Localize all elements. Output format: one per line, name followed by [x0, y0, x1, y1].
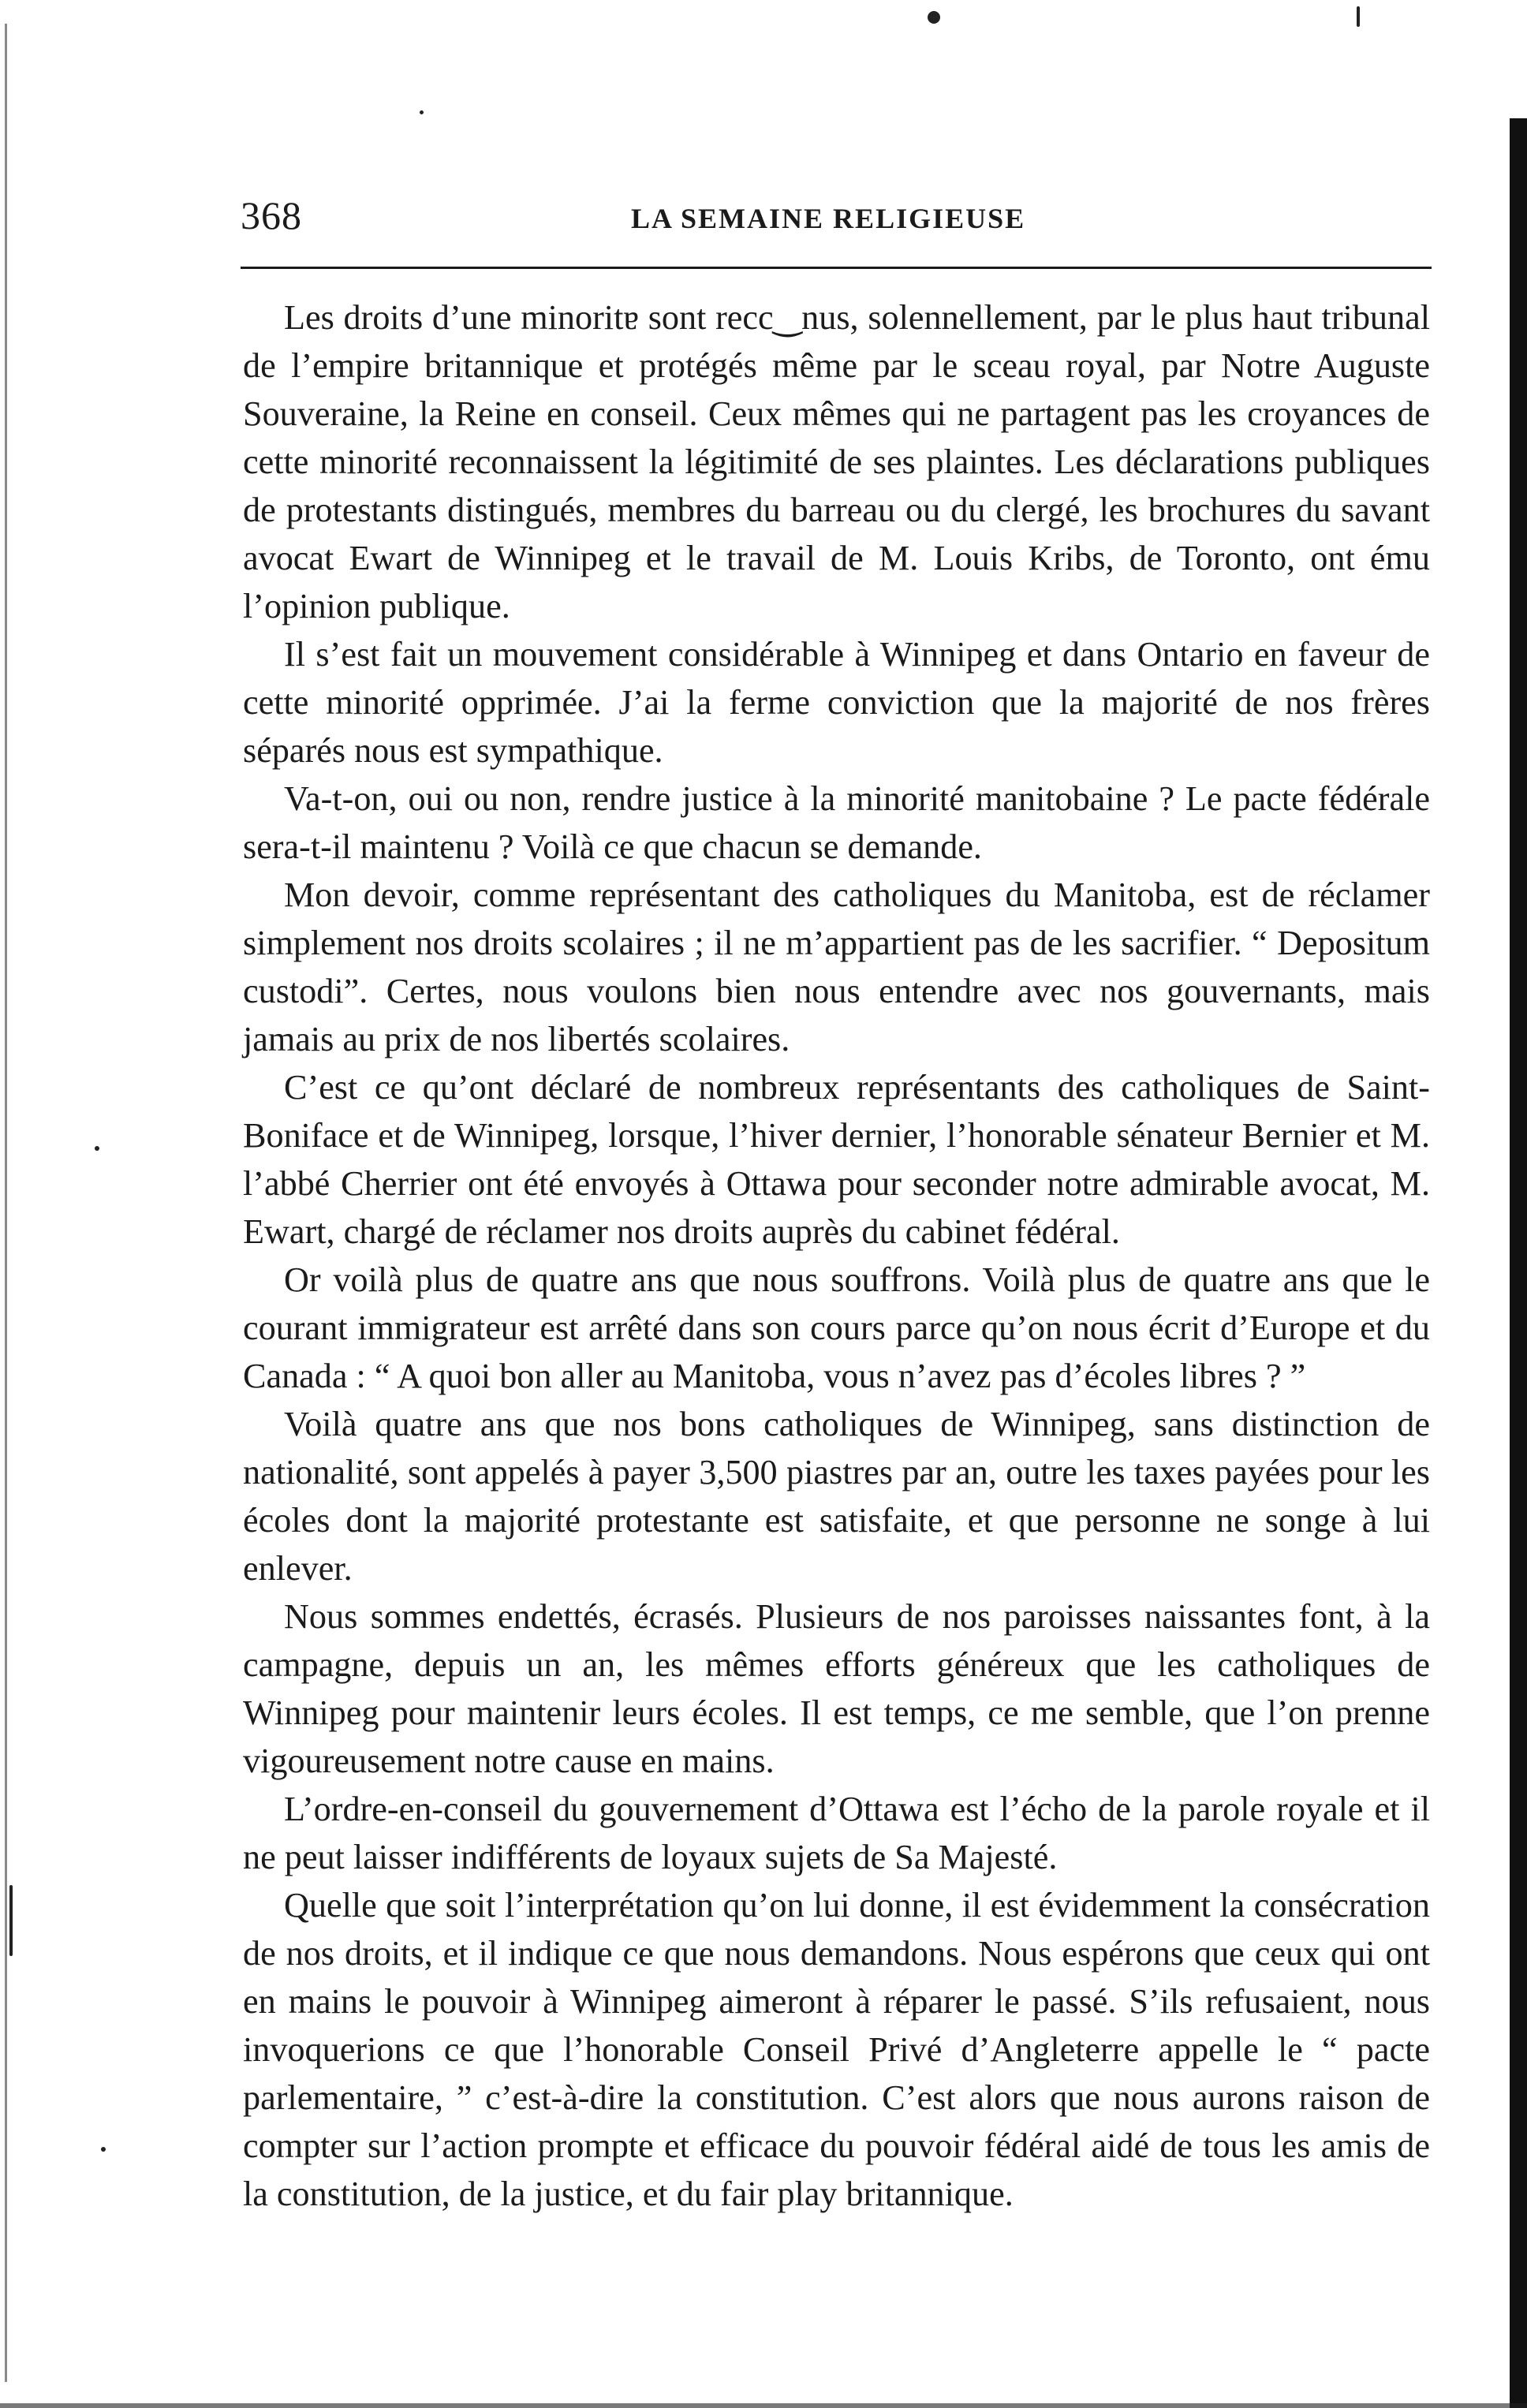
left-page-edge: [5, 24, 7, 2382]
page-header: [241, 189, 1432, 245]
running-title: LA SEMAINE RELIGIEUSE: [631, 203, 1026, 234]
scan-speck: [1357, 6, 1360, 27]
scan-speck: [101, 2147, 106, 2152]
paragraph: Voilà quatre ans que nos bons catholiques de Winnipeg, sans distinction de nationalité, sont appelés à payer 3,500 piastres par an, outre les taxes payées pour les écoles dont la majorité protestante est satisfaite, et que personne ne songe à lui enlever.: [243, 1405, 1430, 1588]
paragraph: C’est ce qu’ont déclaré de nombreux représentants des catholiques de Saint-Boniface et de Winnipeg, lorsque, l’hiver dernier, l’honorable sénateur Bernier et M. l’abbé Cherrier ont été envoyés à Ottawa pour seconder notre admirable avocat, M. Ewart, chargé de réclamer nos droits auprès du cabinet fédéral.: [243, 1068, 1430, 1251]
right-page-edge: [1510, 118, 1527, 2408]
scan-speck: [9, 1885, 13, 1956]
header-rule: [241, 267, 1432, 269]
paragraph: L’ordre-en-conseil du gouvernement d’Ottawa est l’écho de la parole royale et il ne peut laisser indifférents de loyaux sujets de Sa Majesté.: [243, 1790, 1430, 1876]
paragraph: Or voilà plus de quatre ans que nous souffrons. Voilà plus de quatre ans que le courant immigrateur est arrêté dans son cours parce qu’on nous écrit d’Europe et du Canada : “ A quoi bon aller au Manitoba, vous n’avez pas d’écoles libres ? ”: [243, 1260, 1430, 1395]
scan-speck: [95, 1146, 99, 1151]
paragraph: Les droits d’une minoritɐ sont recc‿nus, solennellement, par le plus haut tribunal de l’empire britannique et protégés même par le sceau royal, par Notre Auguste Souveraine, la Reine en conseil. Ceux mêmes qui ne partagent pas les croyances de cette minorité reconnaissent la légitimité de ses plaintes. Les déclarations publiques de protestants distingués, membres du barreau ou du clergé, les brochures du savant avocat Ewart de Winnipeg et le travail de M. Louis Kribs, de Toronto, ont ému l’opinion publique.: [243, 298, 1430, 625]
page-number: 368: [241, 193, 302, 237]
scan-speck: [420, 110, 424, 114]
paragraph: Quelle que soit l’interprétation qu’on lui donne, il est évidemment la consécration de nos droits, et il indique ce que nous demandons. Nous espérons que ceux qui ont en mains le pouvoir à Winnipeg aimeront à réparer le passé. S’ils refusaient, nous invoquerions ce que l’honorable Conseil Privé d’Angleterre appelle le “ pacte parlementaire, ” c’est-à-dire la constitution. C’est alors que nous aurons raison de compter sur l’action prompte et efficace du pouvoir fédéral aidé de tous les amis de la constitution, de la justice, et du fair play britannique.: [243, 1886, 1430, 2213]
paragraph: Nous sommes endettés, écrasés. Plusieurs de nos paroisses naissantes font, à la campagne, depuis un an, les mêmes efforts généreux que les catholiques de Winnipeg pour maintenir leurs écoles. Il est temps, ce me semble, que l’on prenne vigoureusement notre cause en mains.: [243, 1597, 1430, 1780]
paragraph: Va-t-on, oui ou non, rendre justice à la minorité manitobaine ? Le pacte fédérale sera-t-il maintenu ? Voilà ce que chacun se demande.: [243, 779, 1430, 866]
paragraph: Il s’est fait un mouvement considérable à Winnipeg et dans Ontario en faveur de cette minorité opprimée. J’ai la ferme conviction que la majorité de nos frères séparés nous est sympathique.: [243, 635, 1430, 770]
paragraph: Mon devoir, comme représentant des catholiques du Manitoba, est de réclamer simplement nos droits scolaires ; il ne m’appartient pas de les sacrifier. “ Depositum custodi”. Certes, nous voulons bien nous entendre avec nos gouvernants, mais jamais au prix de nos libertés scolaires.: [243, 875, 1430, 1058]
scan-speck: [928, 11, 940, 24]
bottom-page-edge: [0, 2403, 1527, 2408]
body-text: [243, 293, 1430, 2218]
